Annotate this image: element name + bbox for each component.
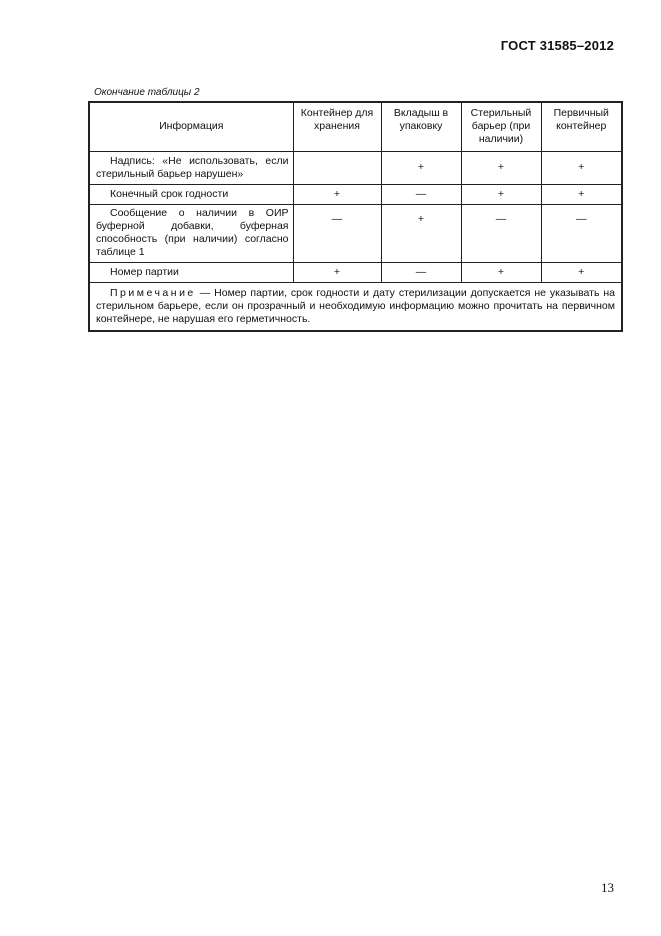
cell-primary-container: + xyxy=(541,262,622,282)
cell-storage-container: + xyxy=(293,184,381,204)
table-note-row xyxy=(89,282,622,331)
note-text: — Номер партии, срок годности и дату стерилизации допускается не указывать на стерильном барьере, если он прозрачный и необходимую информацию можно прочитать на первичном контейнере, не нарушая его герметичность. xyxy=(96,286,615,325)
cell-primary-container: + xyxy=(541,184,622,204)
cell-primary-container: — xyxy=(541,204,622,262)
cell-storage-container: + xyxy=(293,262,381,282)
cell-package-insert: — xyxy=(381,262,461,282)
table-row xyxy=(89,204,622,262)
cell-storage-container xyxy=(293,151,381,184)
cell-sterile-barrier: + xyxy=(461,262,541,282)
cell-sterile-barrier: — xyxy=(461,204,541,262)
row-info: Надпись: «Не использовать, если стерильный барьер нарушен» xyxy=(89,151,293,184)
cell-primary-container: + xyxy=(541,151,622,184)
row-info: Конечный срок годности xyxy=(89,184,293,204)
cell-sterile-barrier: + xyxy=(461,151,541,184)
cell-package-insert: + xyxy=(381,204,461,262)
table-row xyxy=(89,262,622,282)
col-header-package-insert: Вкладыш в упаковку xyxy=(381,102,461,151)
col-header-info: Информация xyxy=(89,102,293,151)
table-note xyxy=(89,282,622,331)
table-caption: Окончание таблицы 2 xyxy=(94,87,200,98)
cell-storage-container: — xyxy=(293,204,381,262)
row-info: Сообщение о наличии в ОИР буферной добавки, буферная способность (при наличии) согласно таблице 1 xyxy=(89,204,293,262)
cell-sterile-barrier: + xyxy=(461,184,541,204)
page-number: 13 xyxy=(601,880,614,895)
cell-package-insert: — xyxy=(381,184,461,204)
col-header-storage-container: Контейнер для хранения xyxy=(293,102,381,151)
col-header-primary-container: Первичный контейнер xyxy=(541,102,622,151)
table-header-row xyxy=(89,102,622,151)
note-label: Примечание xyxy=(110,286,196,299)
cell-package-insert: + xyxy=(381,151,461,184)
table-row xyxy=(89,184,622,204)
standard-header: ГОСТ 31585–2012 xyxy=(500,38,614,53)
table-row xyxy=(89,151,622,184)
row-info: Номер партии xyxy=(89,262,293,282)
table-2 xyxy=(88,101,623,332)
col-header-sterile-barrier: Стерильный барьер (при наличии) xyxy=(461,102,541,151)
